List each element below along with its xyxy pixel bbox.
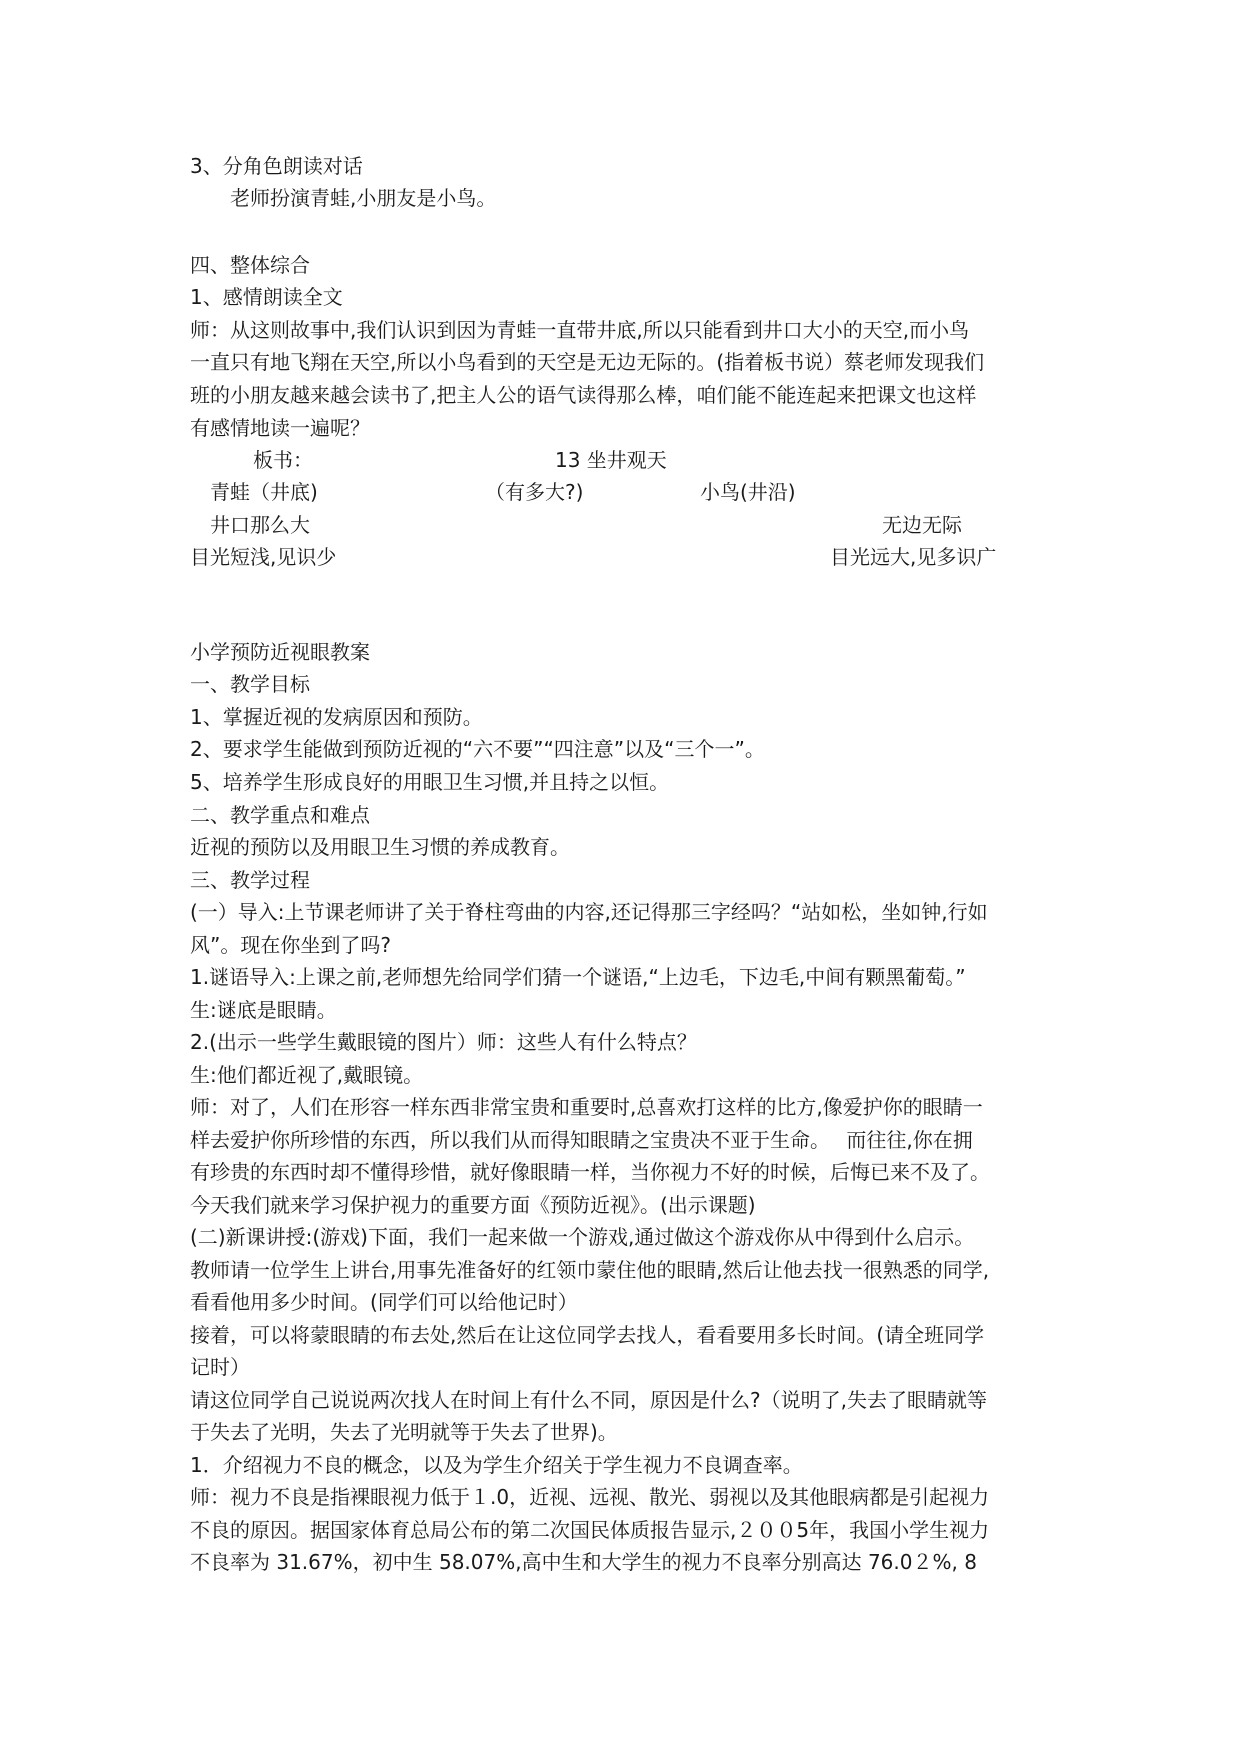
text-line: 样去爱护你所珍惜的东西，所以我们从而得知眼睛之宝贵决不亚于生命。 而往往,你在拥	[190, 1128, 973, 1152]
text-line: 师：从这则故事中,我们认识到因为青蛙一直带井底,所以只能看到井口大小的天空,而小鸟	[190, 318, 970, 342]
text-line: 教师请一位学生上讲台,用事先准备好的红领巾蒙住他的眼睛,然后让他去找一很熟悉的同学,	[190, 1258, 990, 1282]
board-frog-trait: 目光短浅,见识少	[190, 545, 337, 569]
board-title: 13 坐井观天	[555, 448, 667, 472]
text-line: 师：视力不良是指裸眼视力低于１.0，近视、远视、散光、弱视以及其他眼病都是引起视力	[190, 1485, 990, 1509]
text-line: 3、分角色朗读对话	[190, 154, 363, 178]
board-bird-view: 无边无际	[882, 513, 962, 537]
text-line: 接着，可以将蒙眼睛的布去处,然后在让这位同学去找人，看看要用多长时间。(请全班同学	[190, 1323, 985, 1347]
section-heading: 三、教学过程	[190, 868, 310, 892]
text-line: 1、掌握近视的发病原因和预防。	[190, 705, 483, 729]
text-line: 班的小朋友越来越会读书了,把主人公的语气读得那么棒，咱们能不能连起来把课文也这样	[190, 383, 977, 407]
text-line: 不良率为 31.67%，初中生 58.07%,高中生和大学生的视力不良率分别高达 76.0２%, 8	[190, 1550, 977, 1574]
text-line: 生:谜底是眼睛。	[190, 998, 337, 1022]
section-heading: 四、整体综合	[190, 253, 310, 277]
text-line: 2、要求学生能做到预防近视的“六不要”“四注意”以及“三个一”。	[190, 737, 765, 761]
text-line: 有感情地读一遍呢？	[190, 416, 370, 440]
text-line: 生:他们都近视了,戴眼镜。	[190, 1063, 424, 1087]
text-line: 风”。现在你坐到了吗?	[190, 933, 391, 957]
board-bird-trait: 目光远大,见多识广	[830, 545, 997, 569]
section-heading: 二、教学重点和难点	[190, 803, 370, 827]
text-line: 于失去了光明，失去了光明就等于失去了世界)。	[190, 1420, 618, 1444]
board-question: （有多大?)	[485, 480, 584, 504]
text-line: 1．介绍视力不良的概念，以及为学生介绍关于学生视力不良调查率。	[190, 1453, 803, 1477]
text-line: 5、培养学生形成良好的用眼卫生习惯,并且持之以恒。	[190, 770, 670, 794]
text-line: 看看他用多少时间。(同学们可以给他记时）	[190, 1290, 578, 1314]
text-line: 1、感情朗读全文	[190, 285, 343, 309]
document-title: 小学预防近视眼教案	[190, 640, 370, 664]
text-line: (二)新课讲授:(游戏)下面，我们一起来做一个游戏,通过做这个游戏你从中得到什么启示。	[190, 1225, 975, 1249]
board-label: 板书：	[253, 448, 313, 472]
board-frog: 青蛙（井底)	[210, 480, 318, 504]
text-line: 有珍贵的东西时却不懂得珍惜，就好像眼睛一样，当你视力不好的时候，后悔已来不及了。	[190, 1160, 990, 1184]
text-line: 不良的原因。据国家体育总局公布的第二次国民体质报告显示,２００5年，我国小学生视力	[190, 1518, 990, 1542]
text-line: 1.谜语导入:上课之前,老师想先给同学们猜一个谜语,“上边毛，下边毛,中间有颗黑葡萄。”	[190, 965, 966, 989]
text-line: 老师扮演青蛙,小朋友是小鸟。	[190, 186, 497, 210]
text-line: 一直只有地飞翔在天空,所以小鸟看到的天空是无边无际的。(指着板书说）蔡老师发现我们	[190, 350, 985, 374]
section-heading: 一、教学目标	[190, 672, 310, 696]
text-line: 今天我们就来学习保护视力的重要方面《预防近视》。(出示课题)	[190, 1193, 756, 1217]
board-frog-view: 井口那么大	[210, 513, 310, 537]
text-line: 2.(出示一些学生戴眼镜的图片）师：这些人有什么特点？	[190, 1030, 697, 1054]
text-line: 记时）	[190, 1355, 250, 1379]
text-line: (一）导入:上节课老师讲了关于脊柱弯曲的内容,还记得那三字经吗？“站如松，坐如钟,行如	[190, 900, 988, 924]
text-line: 近视的预防以及用眼卫生习惯的养成教育。	[190, 835, 570, 859]
text-line: 师：对了，人们在形容一样东西非常宝贵和重要时,总喜欢打这样的比方,像爱护你的眼睛一	[190, 1095, 983, 1119]
text-line: 请这位同学自己说说两次找人在时间上有什么不同，原因是什么?（说明了,失去了眼睛就等	[190, 1388, 987, 1412]
board-bird: 小鸟(井沿)	[700, 480, 796, 504]
